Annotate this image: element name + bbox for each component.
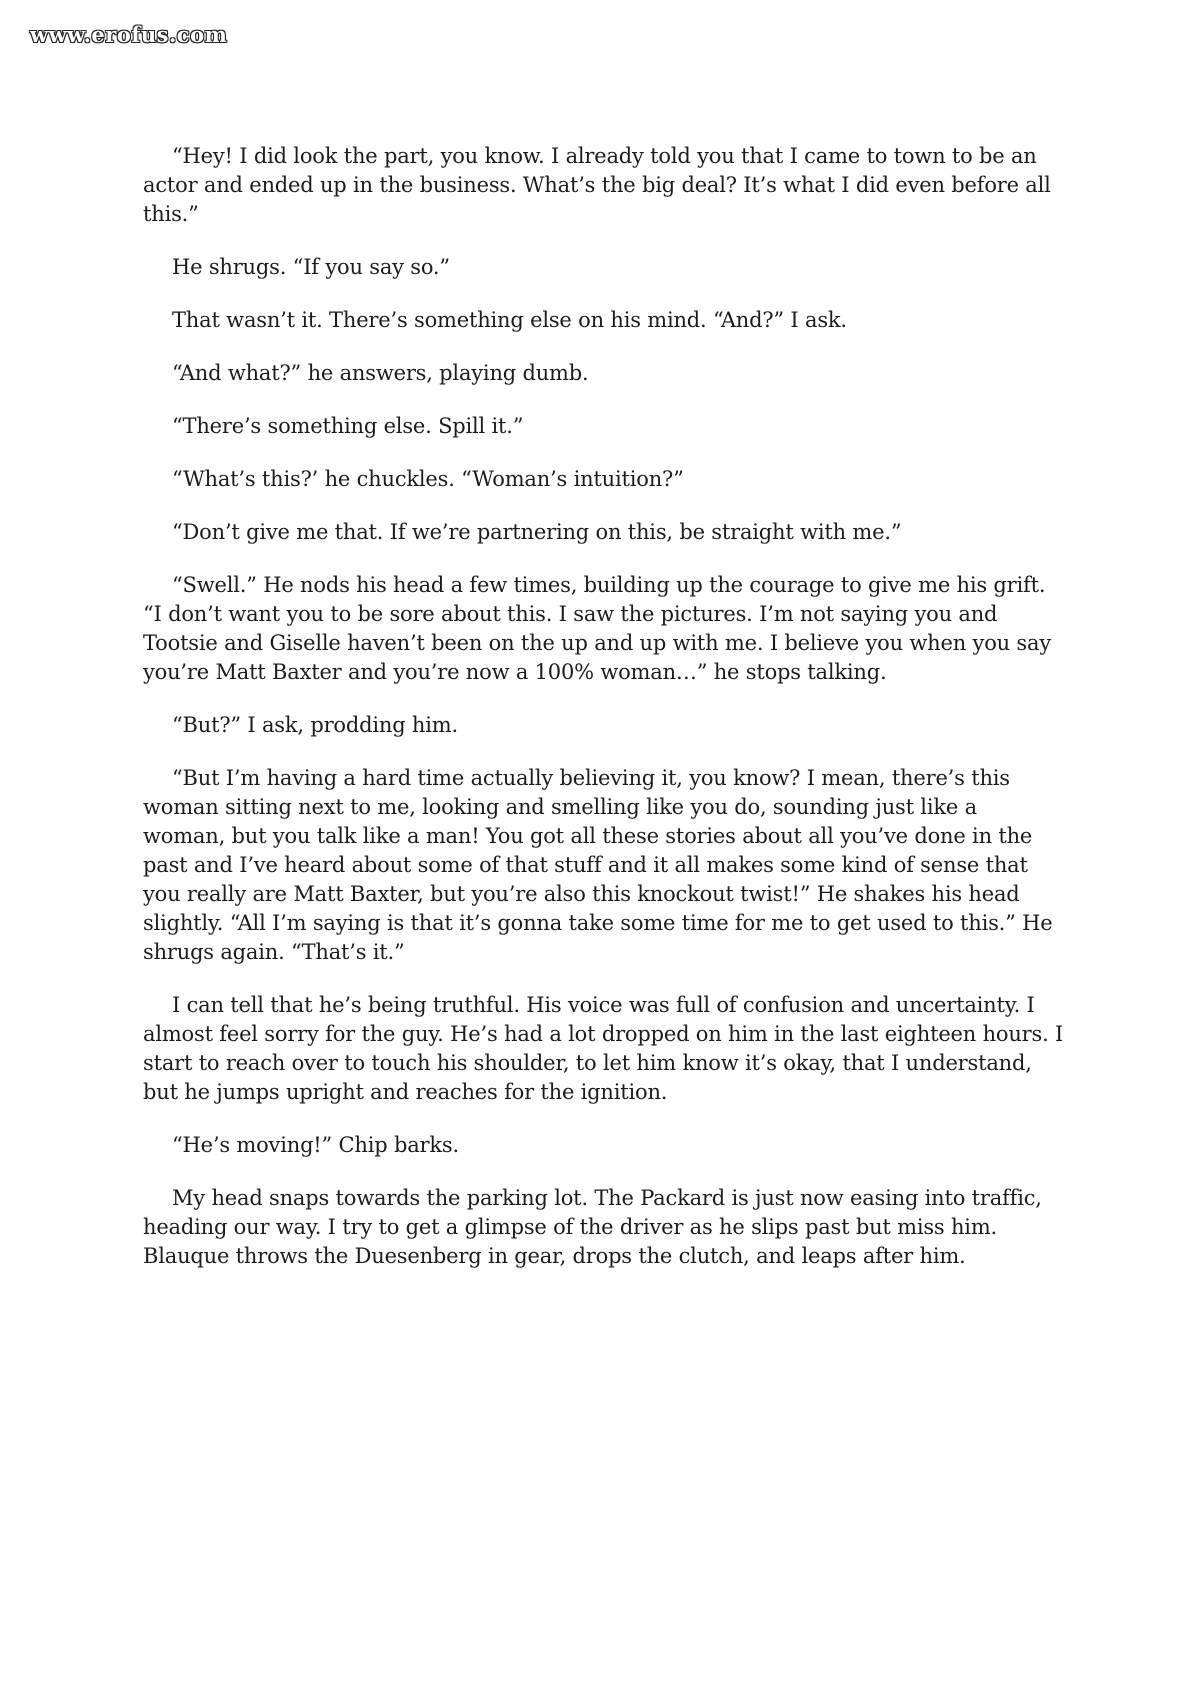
paragraph: “Swell.” He nods his head a few times, building up the courage to give me his grift. “I don’t want you to be sore about this. I saw the pictures. I’m not saying you and Tootsie and Giselle haven’t been on the up and up with me. I believe you when you say you’re Matt Baxter and you’re now a 100% woman…” he stops talking. <box>143 573 1051 684</box>
paragraph: “There’s something else. Spill it.” <box>172 414 524 438</box>
paragraph: My head snaps towards the parking lot. The Packard is just now easing into traffic, heading our way. I try to get a glimpse of the driver as he slips past but miss him. Blauque throws the Duesenberg in gear, drops the clutch, and leaps after him. <box>143 1186 1042 1268</box>
paragraph: “Don’t give me that. If we’re partnering on this, be straight with me.” <box>172 520 902 544</box>
paragraph: “Hey! I did look the part, you know. I already told you that I came to town to be an actor and ended up in the business. What’s the big deal? It’s what I did even before all this.” <box>143 144 1051 226</box>
paragraph: I can tell that he’s being truthful. His voice was full of confusion and uncertainty. I almost feel sorry for the guy. He’s had a lot dropped on him in the last eighteen hours. I start to reach over to touch his shoulder, to let him know it’s okay, that I understand, but he jumps upright and reaches for the ignition. <box>143 993 1064 1104</box>
paragraph: He shrugs. “If you say so.” <box>172 255 450 279</box>
paragraph: “But I’m having a hard time actually believing it, you know? I mean, there’s this woman sitting next to me, looking and smelling like you do, sounding just like a woman, but you talk like a man! You got all these stories about all you’ve done in the past and I’ve heard about some of that stuff and it all makes some kind of sense that you really are Matt Baxter, but you’re also this knockout twist!” He shakes his head slightly. “All I’m saying is that it’s gonna take some time for me to get used to this.” He shrugs again. “That’s it.” <box>143 766 1053 964</box>
paragraph: “But?” I ask, prodding him. <box>172 713 458 737</box>
paragraph: “What’s this?’ he chuckles. “Woman’s intuition?” <box>172 467 684 491</box>
paragraph: “He’s moving!” Chip barks. <box>172 1133 459 1157</box>
paragraph: That wasn’t it. There’s something else on his mind. “And?” I ask. <box>172 308 847 332</box>
paragraph: “And what?” he answers, playing dumb. <box>172 361 589 385</box>
page-body <box>143 142 1065 1295</box>
watermark-text: www.erofus.com <box>30 22 228 47</box>
